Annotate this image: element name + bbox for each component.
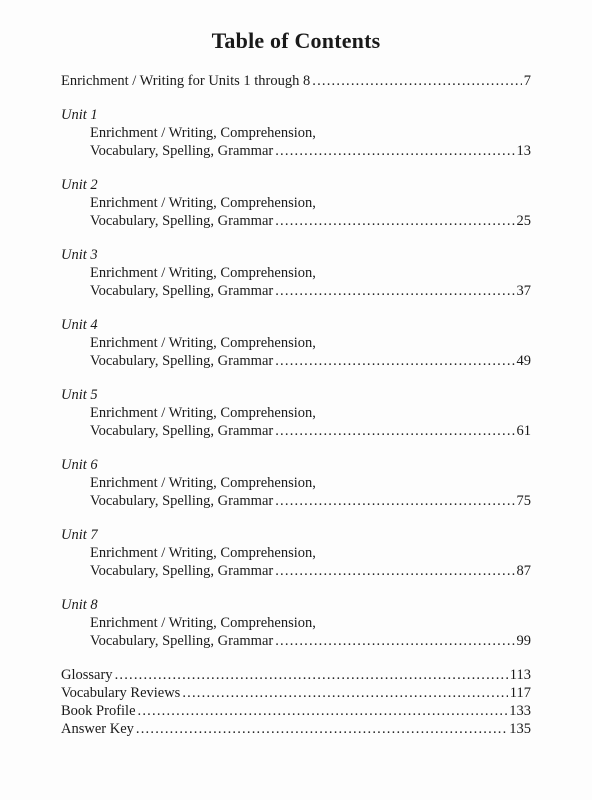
dot-leader (275, 142, 514, 160)
dot-leader (312, 72, 522, 90)
toc-entry-text: Glossary (61, 667, 113, 683)
unit-topics-line-2 (61, 352, 531, 370)
toc-entry-page: 133 (509, 703, 531, 719)
unit-heading: Unit 8 (61, 597, 98, 613)
unit-section (61, 386, 531, 440)
dot-leader (275, 212, 514, 230)
toc-entry-answer-key (61, 720, 531, 738)
unit-topics-line-2 (61, 282, 531, 300)
dot-leader (275, 492, 514, 510)
unit-topics-line-1: Enrichment / Writing, Comprehension, (90, 335, 316, 351)
unit-topics-line-1: Enrichment / Writing, Comprehension, (90, 125, 316, 141)
unit-section (61, 526, 531, 580)
dot-leader (275, 282, 514, 300)
unit-topics-line-1: Enrichment / Writing, Comprehension, (90, 615, 316, 631)
toc-entry-book-profile (61, 702, 531, 720)
dot-leader (275, 562, 514, 580)
toc-entry-page: 87 (516, 563, 531, 579)
unit-topics-line-2 (61, 632, 531, 650)
toc-entry-page: 49 (516, 353, 531, 369)
unit-heading: Unit 7 (61, 527, 98, 543)
toc-entry-text: Vocabulary, Spelling, Grammar (90, 283, 274, 299)
unit-heading: Unit 5 (61, 387, 98, 403)
toc-entry-text: Answer Key (61, 721, 134, 737)
toc-entry-text: Vocabulary Reviews (61, 685, 181, 701)
unit-heading: Unit 1 (61, 107, 98, 123)
dot-leader (275, 352, 514, 370)
toc-entry-text: Vocabulary, Spelling, Grammar (90, 353, 274, 369)
back-matter-list (61, 666, 531, 738)
unit-section (61, 316, 531, 370)
unit-topics-line-2 (61, 492, 531, 510)
unit-topics-line-1: Enrichment / Writing, Comprehension, (90, 405, 316, 421)
dot-leader (275, 632, 514, 650)
unit-heading: Unit 2 (61, 177, 98, 193)
page-title: Table of Contents (211, 28, 381, 53)
toc-entry-page: 99 (516, 633, 531, 649)
toc-entry-text: Vocabulary, Spelling, Grammar (90, 143, 274, 159)
dot-leader (275, 422, 514, 440)
unit-heading: Unit 3 (61, 247, 98, 263)
unit-heading: Unit 6 (61, 457, 98, 473)
unit-topics-line-2 (61, 212, 531, 230)
toc-entry-page: 37 (516, 283, 531, 299)
toc-entry-page: 75 (516, 493, 531, 509)
toc-entry-page: 61 (516, 423, 531, 439)
toc-entry-text: Vocabulary, Spelling, Grammar (90, 633, 274, 649)
dot-leader (115, 666, 508, 684)
table-of-contents (61, 72, 531, 738)
unit-section (61, 106, 531, 160)
toc-entry-page: 13 (516, 143, 531, 159)
unit-topics-line-1: Enrichment / Writing, Comprehension, (90, 475, 316, 491)
toc-entry-text: Enrichment / Writing for Units 1 through 8 (61, 73, 311, 89)
unit-section (61, 176, 531, 230)
toc-entry-page: 117 (509, 685, 531, 701)
unit-heading: Unit 4 (61, 317, 98, 333)
toc-entry-glossary (61, 666, 531, 684)
unit-topics-line-1: Enrichment / Writing, Comprehension, (90, 545, 316, 561)
toc-entry-text: Book Profile (61, 703, 136, 719)
unit-topics-line-2 (61, 142, 531, 160)
unit-topics-line-2 (61, 422, 531, 440)
toc-entry-text: Vocabulary, Spelling, Grammar (90, 213, 274, 229)
toc-entry-text: Vocabulary, Spelling, Grammar (90, 563, 274, 579)
unit-topics-line-1: Enrichment / Writing, Comprehension, (90, 265, 316, 281)
unit-section (61, 246, 531, 300)
unit-section (61, 456, 531, 510)
toc-entry-page: 7 (523, 73, 531, 89)
toc-entry-page: 113 (509, 667, 531, 683)
toc-entry-text: Vocabulary, Spelling, Grammar (90, 493, 274, 509)
unit-topics-line-2 (61, 562, 531, 580)
dot-leader (182, 684, 507, 702)
toc-entry-intro (61, 72, 531, 90)
toc-entry-vocabulary-reviews (61, 684, 531, 702)
toc-entry-page: 135 (509, 721, 531, 737)
unit-topics-line-1: Enrichment / Writing, Comprehension, (90, 195, 316, 211)
toc-entry-page: 25 (516, 213, 531, 229)
toc-entry-text: Vocabulary, Spelling, Grammar (90, 423, 274, 439)
dot-leader (136, 720, 507, 738)
dot-leader (138, 702, 508, 720)
unit-section (61, 596, 531, 650)
